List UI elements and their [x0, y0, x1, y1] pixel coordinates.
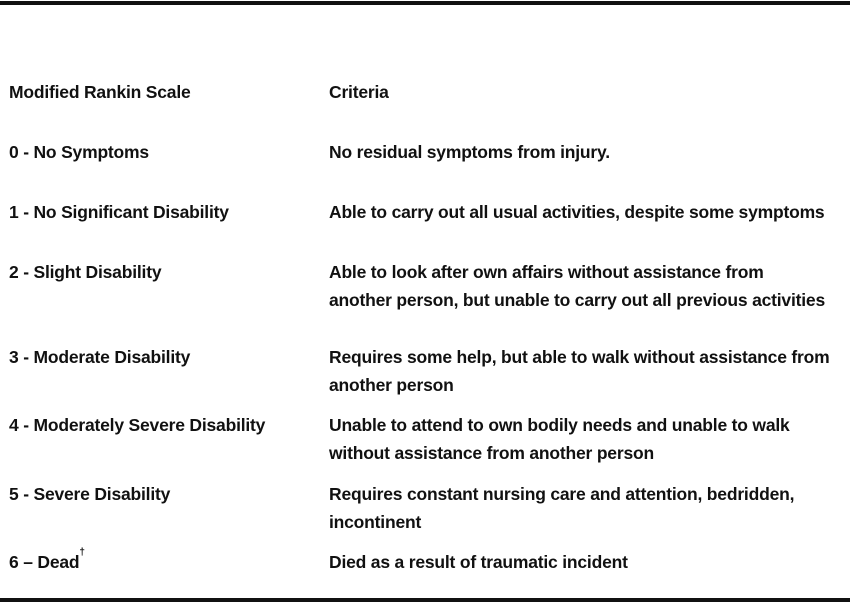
dagger-footnote-mark: †: [79, 547, 85, 558]
criteria-cell: Able to carry out all usual activities, despite some symptoms: [329, 202, 825, 222]
criteria-cell-line-1: Requires constant nursing care and attention, bedridden,: [329, 484, 795, 504]
criteria-cell-line-2: without assistance from another person: [329, 443, 654, 463]
header-criteria: Criteria: [329, 82, 389, 102]
header-scale: Modified Rankin Scale: [9, 82, 191, 102]
grade-cell: 0 - No Symptoms: [9, 142, 149, 162]
criteria-cell-line-1: Requires some help, but able to walk without assistance from: [329, 347, 830, 367]
table-top-rule: [0, 1, 850, 5]
grade-cell: 5 - Severe Disability: [9, 484, 171, 504]
criteria-cell-line-2: another person, but unable to carry out all previous activities: [329, 290, 825, 310]
table-bottom-rule: [0, 598, 850, 602]
criteria-cell-line-2: another person: [329, 375, 454, 395]
criteria-cell: Died as a result of traumatic incident: [329, 552, 628, 572]
grade-cell: 1 - No Significant Disability: [9, 202, 229, 222]
grade-cell: 3 - Moderate Disability: [9, 347, 191, 367]
criteria-cell-line-2: incontinent: [329, 512, 422, 532]
grade-text: 6 – Dead: [9, 552, 80, 572]
grade-cell: 2 - Slight Disability: [9, 262, 162, 282]
grade-cell: [9, 548, 85, 576]
grade-cell: 4 - Moderately Severe Disability: [9, 415, 266, 435]
criteria-cell: No residual symptoms from injury.: [329, 142, 610, 162]
criteria-cell-line-1: Unable to attend to own bodily needs and unable to walk: [329, 415, 790, 435]
criteria-cell-line-1: Able to look after own affairs without assistance from: [329, 262, 764, 282]
